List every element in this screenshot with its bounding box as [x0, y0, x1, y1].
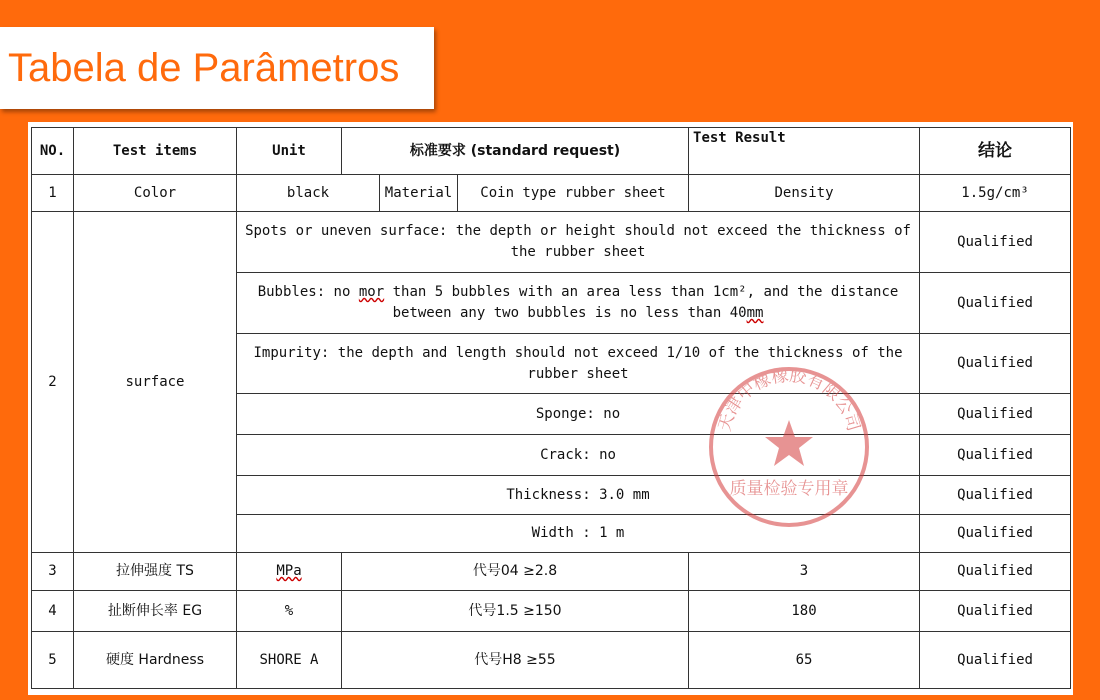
surface-check-row [32, 212, 1071, 273]
seal-label: 质量检验专用章 [729, 479, 849, 499]
result-value: 65 [689, 632, 920, 689]
standard-value: 代号04 ≥2.8 [342, 553, 689, 591]
conclusion-value: Qualified [920, 394, 1071, 435]
test-item: Color [74, 175, 237, 212]
test-item: surface [74, 212, 237, 553]
surface-check-text: Impurity: the depth and length should not exceed 1/10 of the thickness of the rubber sheet [237, 334, 920, 394]
standard-value: 代号H8 ≥55 [342, 632, 689, 689]
surface-check-text: Width : 1 m [237, 515, 920, 553]
bubbles-text-start: Bubbles: no [257, 284, 359, 300]
unit-value: % [237, 591, 342, 632]
conclusion-value: Qualified [920, 515, 1071, 553]
header-standard-request: 标准要求 (standard request) [342, 128, 689, 175]
surface-check-text: Thickness: 3.0 mm [237, 476, 920, 515]
conclusion-value: Qualified [920, 435, 1071, 476]
result-value: 180 [689, 591, 920, 632]
bubbles-text-middle: than 5 bubbles with an area less than 1cm², and the distance between any two bubbles is no less than 40 [384, 284, 899, 321]
unit-value: black [237, 175, 380, 212]
table-row [32, 632, 1071, 689]
surface-check-text: Sponge: no [237, 394, 920, 435]
row-no: 4 [32, 591, 74, 632]
test-item: 扯断伸长率 EG [74, 591, 237, 632]
unit-value [237, 553, 342, 591]
row-no: 5 [32, 632, 74, 689]
surface-check-text: Crack: no [237, 435, 920, 476]
surface-check-text [237, 273, 920, 334]
header-conclusion: 结论 [920, 128, 1071, 175]
test-item: 拉伸强度 TS [74, 553, 237, 591]
test-item: 硬度 Hardness [74, 632, 237, 689]
parameter-table [31, 127, 1071, 689]
table-row [32, 553, 1071, 591]
conclusion-value: Qualified [920, 632, 1071, 689]
conclusion-value: Qualified [920, 553, 1071, 591]
conclusion-value: Qualified [920, 273, 1071, 334]
conclusion-value: Qualified [920, 334, 1071, 394]
material-label: Material [380, 175, 458, 212]
density-label: Density [689, 175, 920, 212]
density-value: 1.5g/cm³ [920, 175, 1071, 212]
page-title: Tabela de Parâmetros [8, 45, 400, 90]
title-banner [0, 27, 434, 109]
header-row [32, 128, 1071, 175]
conclusion-value: Qualified [920, 212, 1071, 273]
header-unit: Unit [237, 128, 342, 175]
conclusion-value: Qualified [920, 476, 1071, 515]
bubbles-text-typo: mor [358, 284, 385, 300]
row-no: 2 [32, 212, 74, 553]
bubbles-text-unit: mm [746, 305, 764, 321]
standard-value: 代号1.5 ≥150 [342, 591, 689, 632]
table-row [32, 175, 1071, 212]
header-no: NO. [32, 128, 74, 175]
surface-check-text: Spots or uneven surface: the depth or height should not exceed the thickness of the rubber sheet [237, 212, 920, 273]
material-value: Coin type rubber sheet [458, 175, 689, 212]
row-no: 3 [32, 553, 74, 591]
row-no: 1 [32, 175, 74, 212]
header-test-items: Test items [74, 128, 237, 175]
conclusion-value: Qualified [920, 591, 1071, 632]
unit-value: SHORE A [237, 632, 342, 689]
unit-text: MPa [276, 563, 302, 579]
header-test-result: Test Result [689, 128, 920, 175]
table-row [32, 591, 1071, 632]
seal-company-name: 天津中橡橡胶有限公司 [714, 365, 864, 434]
result-value: 3 [689, 553, 920, 591]
parameter-sheet [28, 122, 1073, 695]
